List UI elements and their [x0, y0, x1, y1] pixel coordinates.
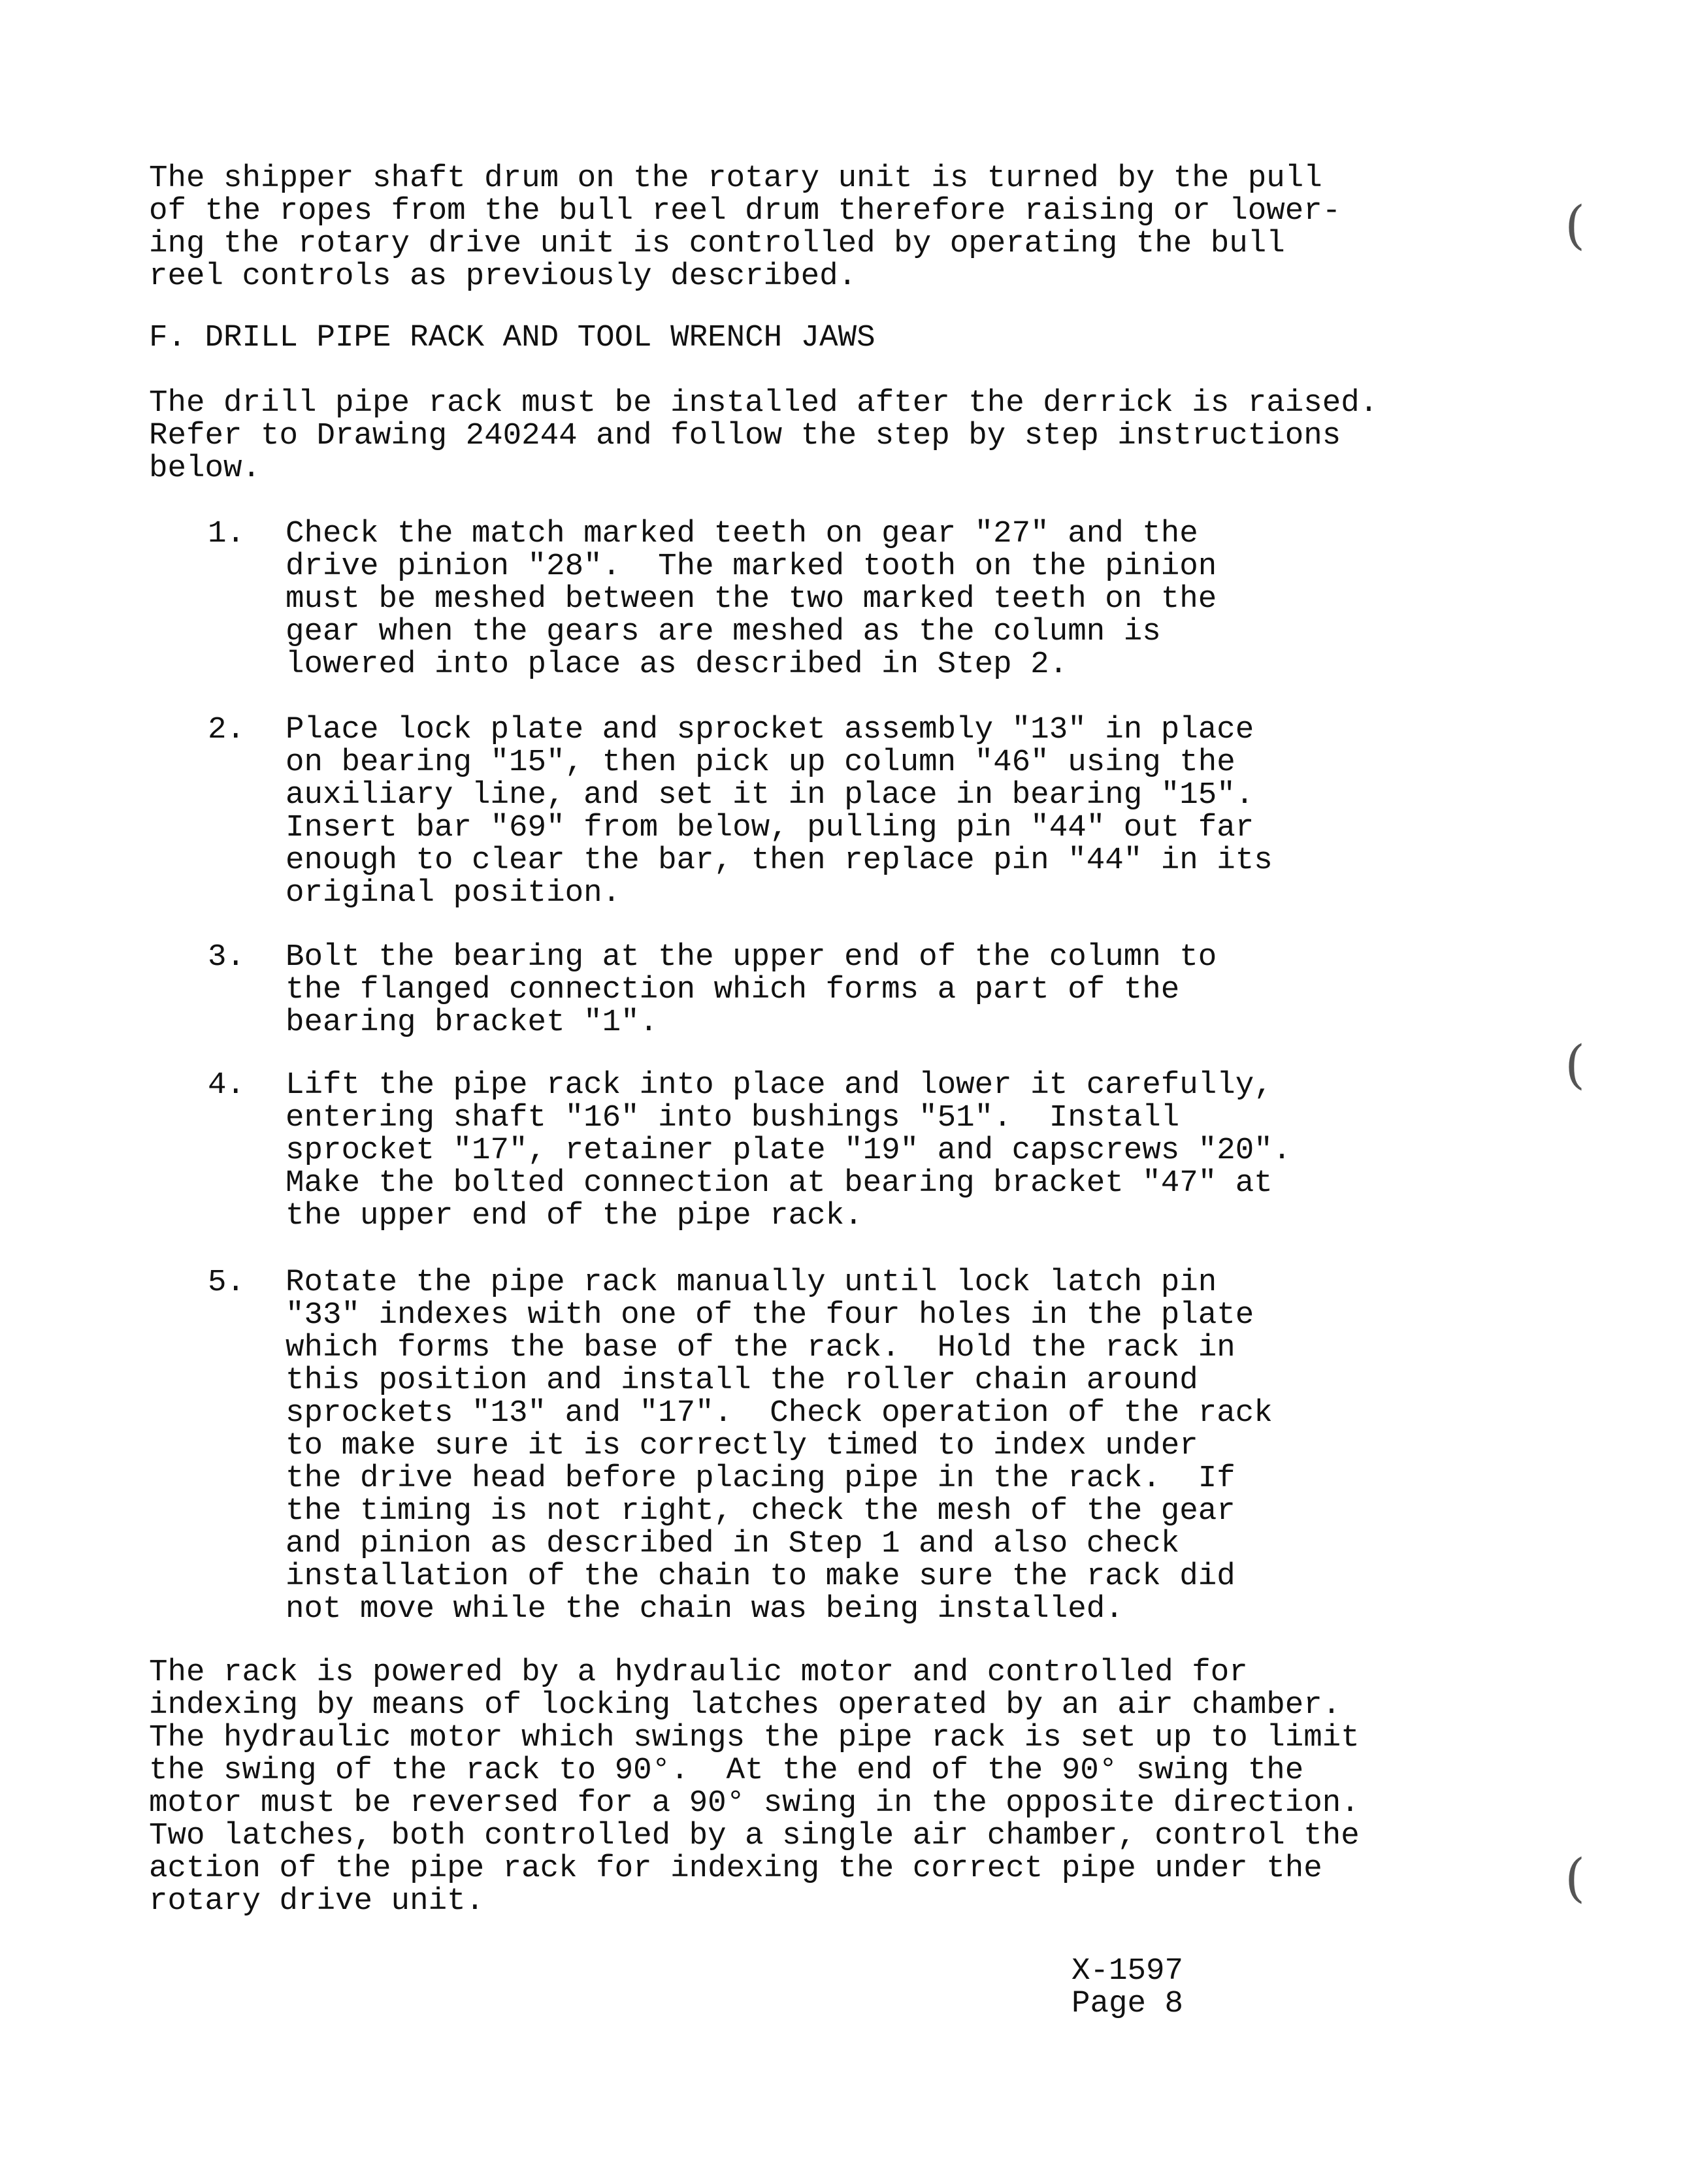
step-number: 1. [208, 516, 246, 551]
binder-hole-mark-middle: ( [1565, 1034, 1586, 1095]
intro-paragraph: The shipper shaft drum on the rotary unit is turned by the pull of the ropes from the bull reel drum therefore raising or lower- ing the rotary drive unit is controlled by operating the bull reel controls as previously described. [149, 161, 1341, 294]
binder-hole-mark-top: ( [1565, 195, 1586, 255]
section-intro-paragraph: The drill pipe rack must be installed after the derrick is raised. Refer to Drawing 240244 and follow the step by step instructions below. [149, 385, 1379, 486]
binder-hole-mark-bottom: ( [1565, 1848, 1586, 1908]
page-number: Page 8 [1072, 1986, 1184, 2021]
step-number: 2. [208, 712, 246, 747]
step-text: Place lock plate and sprocket assembly "13" in place on bearing "15", then pick up column "46" using the auxiliary line, and set it in place in bearing "15". Insert bar "69" from below, pulling pin "44" out far enough to clear the bar, then replace pin "44" in its original position. [286, 712, 1273, 911]
closing-paragraph: The rack is powered by a hydraulic motor and controlled for indexing by means of locking latches operated by an air chamber. The hydraulic motor which swings the pipe rack is set up to limit the swing of the rack to 90°. At the end of the 90° swing the motor must be reversed for a 90° swing in the opposite direction. Two latches, both controlled by a single air chamber, control the action of the pipe rack for indexing the correct pipe under the rotary drive unit. [149, 1655, 1360, 1919]
step-number: 3. [208, 939, 246, 975]
document-number: X-1597 [1072, 1953, 1184, 1989]
step-text: Check the match marked teeth on gear "27" and the drive pinion "28". The marked tooth on the pinion must be meshed between the two marked teeth on the gear when the gears are meshed as the column is lowered into place as described in Step 2. [286, 516, 1217, 682]
step-number: 4. [208, 1068, 246, 1103]
page-footer [1072, 1955, 1183, 2020]
step-text: Lift the pipe rack into place and lower it carefully, entering shaft "16" into bushings "51". Install sprocket "17", retainer plate "19" and capscrews "20". Make the bolted connection at bearing bracket "47" at the upper end of the pipe rack. [286, 1068, 1292, 1233]
step-text: Bolt the bearing at the upper end of the column to the flanged connection which forms a part of the bearing bracket "1". [286, 939, 1217, 1040]
section-heading: F. DRILL PIPE RACK AND TOOL WRENCH JAWS [149, 320, 875, 355]
step-number: 5. [208, 1265, 246, 1300]
step-text: Rotate the pipe rack manually until lock latch pin "33" indexes with one of the four holes in the plate which forms the base of the rack. Hold the rack in this position and install the roller chain around sprockets "13" and "17". Check operation of the rack to make sure it is correctly timed to index under the drive head before placing pipe in the rack. If the timing is not right, check the mesh of the gear and pinion as described in Step 1 and also check installation of the chain to make sure the rack did not move while the chain was being installed. [286, 1265, 1273, 1627]
